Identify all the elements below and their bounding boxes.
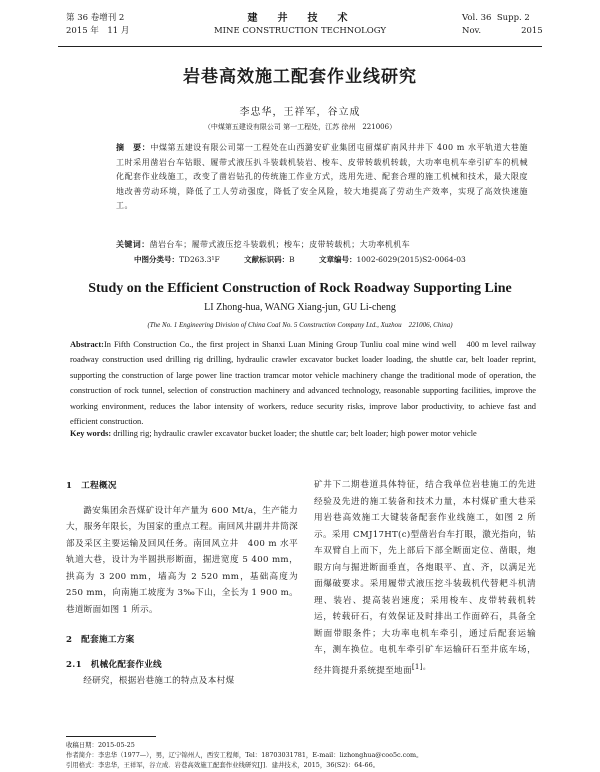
keywords-cn-label: 关键词： bbox=[116, 239, 150, 249]
title-cn: 岩巷高效施工配套作业线研究 bbox=[183, 67, 417, 87]
section-1-heading: 1 工程概况 bbox=[66, 481, 117, 491]
authors-en: LI Zhong-hua, WANG Xiang-jun, GU Li-cheng bbox=[204, 302, 396, 313]
keywords-cn bbox=[116, 238, 528, 251]
header-rule bbox=[58, 46, 542, 47]
abstract-en-text: In Fifth Construction Co., the first project in Shanxi Luan Mining Group Tunliu coal mine wind well 400 m level railway roadway construction used drilling rig drilling, hydraulic crawler excavator bucket loader loading, the shuttle car, belt loader reprint, supporting the construction of large power line traction tramcar motor vehicle machinery change the traditional mode of operation, the construction of rock tunnel, selection of construction machinery and advanced technology, reasonable supporting facilities, improve the working environment, reduces the labor intensity of workers, reduce security risks, improve labor productivity, to achieve fast and efficient construction. bbox=[70, 340, 536, 427]
keywords-en-text: drilling rig; hydraulic crawler excavator bucket loader; the shuttle car; belt loader; high power motor vehicle bbox=[113, 429, 477, 438]
article-no-value: 1002-6029(2015)S2-0064-03 bbox=[356, 255, 466, 264]
keywords-cn-text: 凿岩台车；履带式液压挖斗装载机；梭车；皮带转载机；大功率机机车 bbox=[149, 240, 411, 249]
header-date-cn: 2015 年 11 月 bbox=[66, 26, 130, 36]
header-journal-en: MINE CONSTRUCTION TECHNOLOGY bbox=[213, 26, 387, 36]
section-1-paragraph: 潞安集团余吾煤矿设计年产量为 600 Mt/a，生产能力大，服务年限长，为国家的重点工程。南回风井副井井筒深部及采区主要运输及回风任务。南回风立井 400 m 水平轨道大巷，设计为半圆拱形断面，掘进宽度 5 400 mm，拱高为 3 200 mm，墙高为 2 520 mm，基础高度为 250 mm，向南施工坡度为 3‰下山，全长为 1 900 m。巷道断面如图 1 所示。 bbox=[66, 505, 298, 615]
footnote-rule bbox=[66, 736, 156, 737]
received-date: 收稿日期：2015-05-25 bbox=[66, 741, 135, 749]
body-column-left bbox=[66, 478, 298, 690]
clc-value: TD263.3¹F bbox=[179, 255, 220, 264]
affiliation-en: (The No. 1 Engineering Division of China Coal No. 5 Construction Company Ltd., Xuzhou 221006, China) bbox=[147, 321, 453, 329]
abstract-en-label: Abstract: bbox=[70, 340, 104, 349]
header-year-en: 2015 bbox=[521, 26, 543, 36]
reference-1[interactable]: [1]。 bbox=[411, 661, 431, 671]
section-2-heading: 2 配套施工方案 bbox=[66, 635, 135, 645]
abstract-en bbox=[70, 337, 536, 429]
abstract-cn-text: 中煤第五建设有限公司第一工程处在山西潞安矿业集团屯留煤矿南风井井下 400 m 水平轨道大巷施工时采用凿岩台车钻眼、履带式液压扒斗装载机装岩、梭车、皮带转载机转载，大功率电机车牵引矿车的机械化配套作业线施工，改变了凿岩钻孔的传统施工作业方式，选用先进、配套合理的施工机械和技术，最大限度地改善劳动环境，降低了工人劳动强度，降低了安全风险，较大地提高了劳动生产效率，实现了高效快速施工。 bbox=[116, 143, 529, 211]
header-journal-cn: 建 井 技 术 bbox=[247, 13, 353, 24]
author-bio: 作者简介：李忠华（1977—），男，辽宁锦州人，西安工程师，Tel：18703031781，E-mail：lizhonghua@coo5c.com。 bbox=[66, 751, 423, 759]
doc-code-value: B bbox=[289, 255, 295, 264]
doc-code-label: 文献标识码： bbox=[244, 255, 290, 264]
body-column-right bbox=[314, 477, 536, 679]
clc-label: 中图分类号： bbox=[134, 255, 179, 264]
article-no-label: 文章编号： bbox=[319, 255, 357, 264]
right-column-paragraph: 矿井下二期巷道具体特征，结合我单位岩巷施工的先进经验及先进的施工装备和技术力量，本村煤矿重大巷采用岩巷高效施工大键装备配套作业线施工，如图 2 所示。采用 CMJ17HT(c)型凿岩台车打眼，激光指向，钻车双臂自上而下，先上部后下部全断面定位、凿眼，炮眼方向与掘进断面垂直，各炮眼平、直、齐，以满足光面爆破要求。采用履带式液压挖斗装载机代替耙斗机清理、装岩、提高装岩速度；采用梭车、皮带转载机转运，转载矸石，有效保证及时排出工作面碎石，具备全断面带眼条件；大功率电机车牵引，通过后配套运输车，测车换位。电机车牵引矿车运输矸石至井底车场，经井筒提升系统提至地面 bbox=[314, 480, 536, 676]
section-2-1-paragraph: 经研究，根据岩巷施工的特点及本村煤 bbox=[83, 676, 235, 686]
abstract-cn-label: 摘 要： bbox=[116, 142, 151, 152]
citation-format: 引用格式：李忠华，王祥军，谷立成．岩巷高效施工配套作业线研究[J]．建井技术，2015，36(S2)：64-66。 bbox=[66, 761, 380, 769]
classification-line bbox=[134, 254, 534, 265]
authors-cn: 李忠华，王祥军，谷立成 bbox=[239, 107, 361, 118]
header-month-en: Nov. bbox=[462, 26, 482, 36]
running-header bbox=[0, 12, 600, 48]
title-en: Study on the Efficient Construction of Rock Roadway Supporting Line bbox=[88, 281, 512, 296]
section-2-1-heading: 2.1 机械化配套作业线 bbox=[66, 659, 162, 670]
header-right bbox=[462, 12, 543, 38]
header-volume-en: Vol. 36 bbox=[462, 13, 492, 23]
abstract-cn bbox=[116, 140, 528, 214]
affiliation-cn: （中煤第五建设有限公司 第一工程处，江苏 徐州 221006） bbox=[203, 123, 397, 131]
footnotes bbox=[66, 740, 536, 770]
header-volume-cn: 第 36 卷增刊 2 bbox=[66, 13, 125, 23]
header-supp-en: Supp. 2 bbox=[496, 13, 530, 23]
keywords-en-label: Key words: bbox=[70, 429, 112, 438]
keywords-en bbox=[70, 426, 536, 441]
